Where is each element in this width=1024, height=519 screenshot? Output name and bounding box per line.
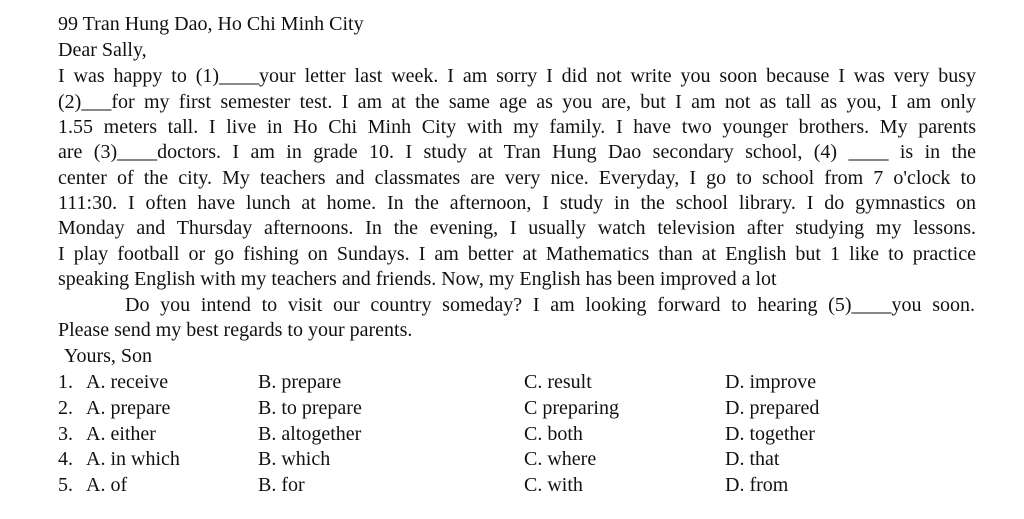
- option-c: C preparing: [524, 397, 619, 419]
- question-number: 1.: [58, 371, 73, 393]
- letter-closing: Yours, Son: [64, 345, 153, 367]
- question-number: 2.: [58, 397, 73, 419]
- letter-body-line: are (3)____doctors. I am in grade 10. I study at Tran Hung Dao secondary school, (4) ____ is in the: [58, 141, 976, 163]
- option-d: D. that: [725, 448, 780, 470]
- option-c: C. where: [524, 448, 597, 470]
- option-c: C. both: [524, 423, 583, 445]
- option-b: B. prepare: [258, 371, 342, 393]
- letter-body-line: I play football or go fishing on Sundays. I am better at Mathematics than at English but 1 like to practice: [58, 243, 976, 265]
- question-number: 4.: [58, 448, 73, 470]
- option-a: A. of: [86, 474, 128, 496]
- letter-body-line: (2)___for my first semester test. I am at the same age as you are, but I am not as tall as you, I am only: [58, 91, 976, 113]
- letter-body-line: 111:30. I often have lunch at home. In the afternoon, I study in the school library. I do gymnastics on: [58, 192, 976, 214]
- letter-body-line: I was happy to (1)____your letter last week. I am sorry I did not write you soon because I was very busy: [58, 65, 976, 87]
- option-b: B. to prepare: [258, 397, 362, 419]
- option-d: D. from: [725, 474, 789, 496]
- letter-body-line: Monday and Thursday afternoons. In the evening, I usually watch television after studying my lessons.: [58, 217, 976, 239]
- option-d: D. together: [725, 423, 815, 445]
- option-b: B. altogether: [258, 423, 362, 445]
- option-a: A. in which: [86, 448, 180, 470]
- letter-address: 99 Tran Hung Dao, Ho Chi Minh City: [58, 13, 364, 35]
- option-c: C. result: [524, 371, 592, 393]
- letter-body-line: Please send my best regards to your parents.: [58, 319, 413, 341]
- option-a: A. either: [86, 423, 156, 445]
- option-b: B. for: [258, 474, 305, 496]
- option-a: A. receive: [86, 371, 169, 393]
- option-b: B. which: [258, 448, 331, 470]
- option-d: D. improve: [725, 371, 817, 393]
- letter-body-line: speaking English with my teachers and friends. Now, my English has been improved a lot: [58, 268, 777, 290]
- letter-body-line: Do you intend to visit our country someday? I am looking forward to hearing (5)____you soon.: [125, 294, 975, 316]
- option-a: A. prepare: [86, 397, 171, 419]
- option-d: D. prepared: [725, 397, 820, 419]
- option-c: C. with: [524, 474, 583, 496]
- question-number: 5.: [58, 474, 73, 496]
- letter-salutation: Dear Sally,: [58, 39, 147, 61]
- letter-body-line: 1.55 meters tall. I live in Ho Chi Minh City with my family. I have two younger brothers. My parents: [58, 116, 976, 138]
- question-number: 3.: [58, 423, 73, 445]
- letter-body-line: center of the city. My teachers and classmates are very nice. Everyday, I go to school from 7 o'clock to: [58, 167, 976, 189]
